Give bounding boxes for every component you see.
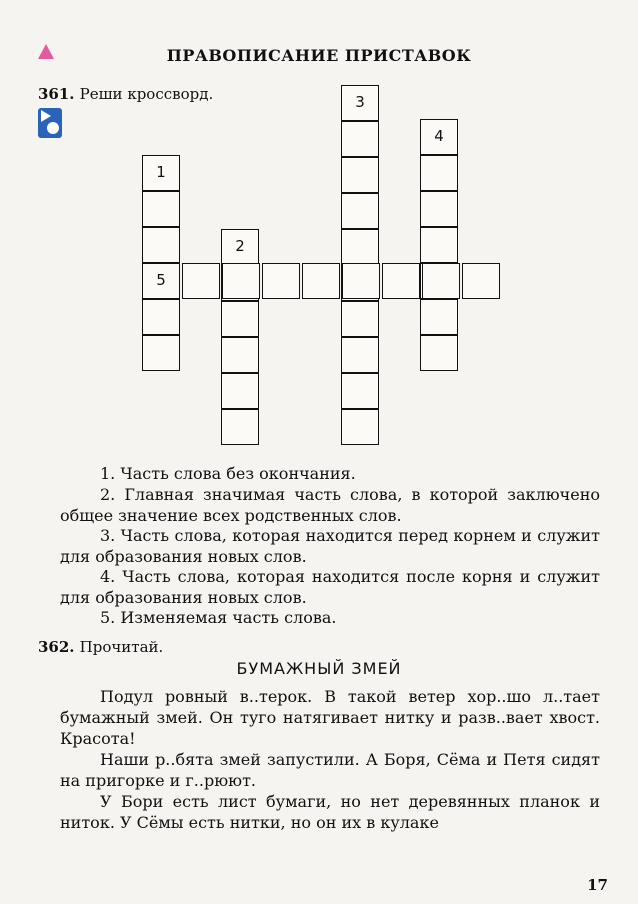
- page-title: ПРАВОПИСАНИЕ ПРИСТАВОК: [166, 46, 472, 65]
- crossword-cell: [221, 373, 259, 409]
- crossword-cell: [221, 301, 259, 337]
- crossword-cell: [420, 155, 458, 191]
- page-number: 17: [587, 876, 608, 894]
- crossword-cell: [382, 263, 420, 299]
- story-paragraph: Наши р..бята змей запустили. А Боря, Сёма и Петя сидят на пригорке и г..рюют.: [60, 750, 600, 790]
- clue-3: 3. Часть слова, которая находится перед корнем и служит для образования новых слов.: [60, 526, 600, 566]
- exercise-number: 361.: [38, 85, 75, 103]
- crossword-cell: [142, 263, 180, 299]
- crossword-cell: [420, 227, 458, 263]
- crossword-cell: [462, 263, 500, 299]
- crossword-cell: [341, 121, 379, 157]
- crossword-cell: [341, 229, 379, 265]
- story-paragraph: Подул ровный в..терок. В такой ветер хор..шо л..тает бумажный змей. Он туго натягивает нитку и разв..вает хвост. Красота!: [60, 687, 600, 748]
- crossword-cell: [262, 263, 300, 299]
- crossword-cell: [142, 191, 180, 227]
- crossword-number: 2: [235, 237, 245, 255]
- crossword-cell: [422, 263, 460, 299]
- crossword-cell: [341, 301, 379, 337]
- exercise-number: 362.: [38, 638, 75, 656]
- crossword-cell: [222, 263, 260, 299]
- exercise-361-heading: [38, 84, 213, 103]
- crossword-cell: [142, 227, 180, 263]
- crossword-cell: [420, 335, 458, 371]
- exercise-362-heading: [38, 637, 163, 656]
- crossword-cell: [302, 263, 340, 299]
- crossword-cell: [341, 409, 379, 445]
- crossword-cell: [341, 157, 379, 193]
- task-badge-icon: [38, 108, 62, 138]
- crossword-cell: [342, 263, 380, 299]
- clue-4: 4. Часть слова, которая находится после корня и служит для образования новых слов.: [60, 567, 600, 607]
- story-title: БУМАЖНЫЙ ЗМЕЙ: [236, 659, 402, 678]
- clue-2: 2. Главная значимая часть слова, в которой заключено общее значение всех родственных слов.: [60, 485, 600, 525]
- crossword-number: 1: [156, 163, 166, 181]
- crossword-cell: [221, 337, 259, 373]
- story-paragraph: У Бори есть лист бумаги, но нет деревянных планок и ниток. У Сёмы есть нитки, но он их в кулаке: [60, 792, 600, 832]
- crossword-cell: [341, 337, 379, 373]
- crossword-cell: [341, 85, 379, 121]
- exercise-instruction: Реши кроссворд.: [79, 85, 214, 103]
- clue-1: 1. Часть слова без окончания.: [100, 464, 356, 483]
- crossword-cell: [420, 119, 458, 155]
- crossword-cell: [341, 373, 379, 409]
- crossword-cell: [221, 229, 259, 265]
- crossword-cell: [341, 193, 379, 229]
- crossword-number: 5: [156, 271, 166, 289]
- crossword-cell: [142, 155, 180, 191]
- crossword-cell: [420, 299, 458, 335]
- crossword-number: 4: [434, 127, 444, 145]
- crossword-number: 3: [355, 93, 365, 111]
- crossword-cell: [142, 335, 180, 371]
- crossword-cell: [420, 191, 458, 227]
- clue-5: 5. Изменяемая часть слова.: [100, 608, 337, 627]
- exercise-instruction: Прочитай.: [79, 638, 164, 656]
- crossword-cell: [142, 299, 180, 335]
- crossword-cell: [182, 263, 220, 299]
- crossword-cell: [221, 409, 259, 445]
